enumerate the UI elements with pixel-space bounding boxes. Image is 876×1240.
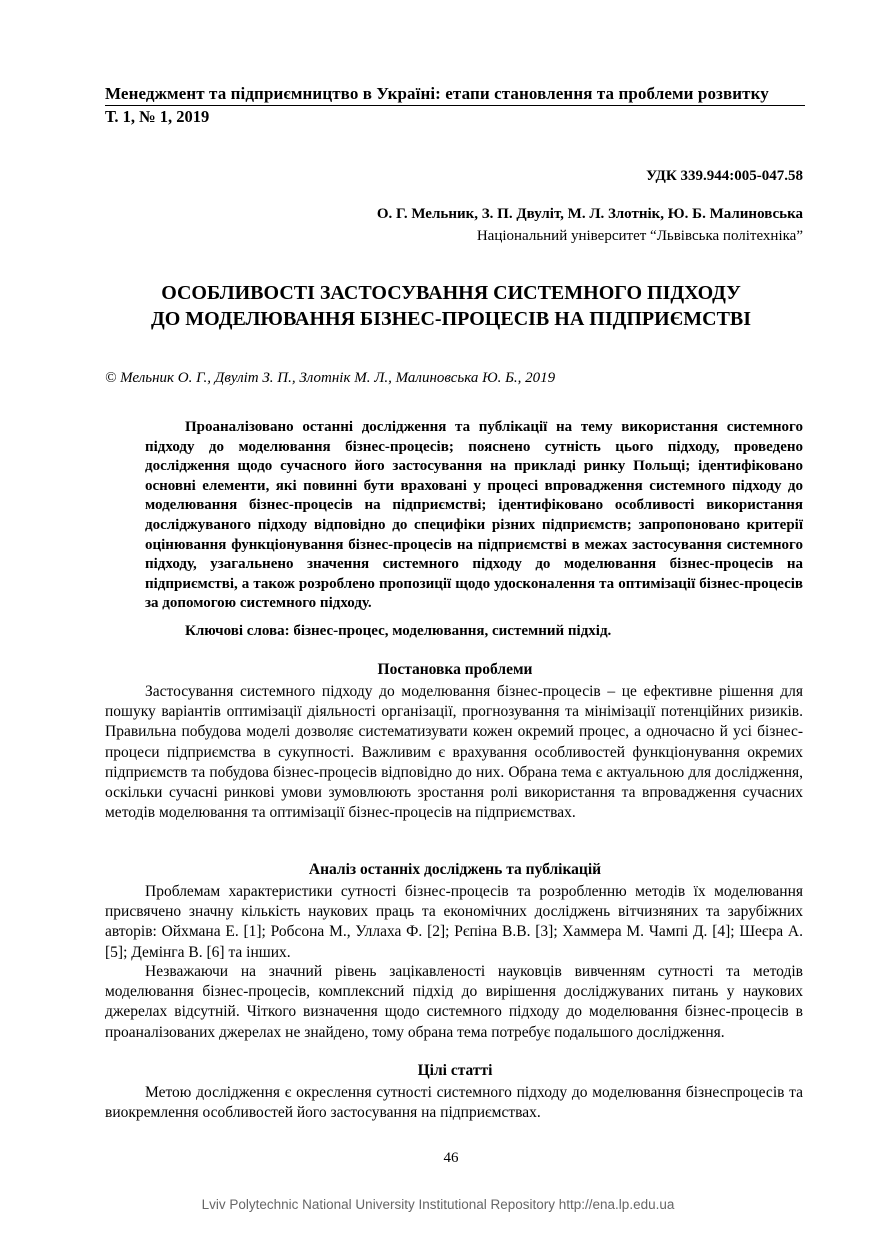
page-number: 46 <box>443 1150 459 1166</box>
repository-footer: Lviv Polytechnic National University Institutional Repository http://ena.lp.edu.ua <box>201 1197 675 1212</box>
copyright: © Мельник О. Г., Двуліт З. П., Злотнік М. Л., Малиновська Ю. Б., 2019 <box>105 370 556 386</box>
article-title-line-2: ДО МОДЕЛЮВАННЯ БІЗНЕС-ПРОЦЕСІВ НА ПІДПРИЄМСТВІ <box>150 308 752 330</box>
header-rule <box>105 105 805 106</box>
section-paragraph: Метою дослідження є окреслення сутності системного підходу до моделювання бізнеспроцесів та виокремлення особливостей його застосування на підприємствах. <box>105 1084 803 1122</box>
udc-code: УДК 339.944:005-047.58 <box>646 168 803 184</box>
affiliation: Національний університет “Львівська політехніка” <box>476 228 803 244</box>
section-heading-goals: Цілі статті <box>417 1062 493 1079</box>
authors: О. Г. Мельник, З. П. Двуліт, М. Л. Злотнік, Ю. Б. Малиновська <box>376 206 803 222</box>
keywords: Ключові слова: бізнес-процес, моделювання, системний підхід. <box>185 623 612 639</box>
journal-title: Менеджмент та підприємництво в Україні: етапи становлення та проблеми розвитку <box>105 84 769 103</box>
section-paragraph: Застосування системного підходу до моделювання бізнес-процесів – це ефективне рішення для пошуку варіантів оптимізації діяльності організації, прогнозування та мінімізації потенційних ризиків. Правильна побудова моделі дозволяє систематизувати кожен окремий процес, а одночасно й усі бізнес-процеси підприємства в сукупності. Важливим є врахування особливостей функціонування окремих підприємств та побудова бізнес-процесів відповідно до них. Обрана тема є актуальною для дослідження, оскільки сучасні ринкові умови зумовлюють зростання ролі використання та впровадження сучасних методів моделювання та оптимізації бізнес-процесів на підприємствах. <box>105 683 803 822</box>
article-title-line-1: ОСОБЛИВОСТІ ЗАСТОСУВАННЯ СИСТЕМНОГО ПІДХОДУ <box>161 282 741 304</box>
article-title <box>60 280 842 332</box>
journal-volume: Т. 1, № 1, 2019 <box>105 107 210 126</box>
section-heading-problem: Постановка проблеми <box>377 661 533 678</box>
abstract: Проаналізовано останні дослідження та публікації на тему використання системного підходу до моделювання бізнес-процесів; пояснено сутність цього підходу, проведено дослідження щодо сучасного його застосування на прикладі ринку Польщі; ідентифіковано основні елементи, які повинні бути враховані у процесі впровадження системного підходу до моделювання бізнес-процесів на підприємстві; ідентифіковано особливості використання досліджуваного підходу відповідно до специфіки різних підприємств; запропоновано критерії оцінювання функціонування бізнес-процесів на підприємстві в межах застосування системного підходу, узагальнено значення системного підходу до моделювання бізнес-процесів на підприємстві, а також розроблено пропозиції щодо удосконалення та оптимізації бізнес-процесів за допомогою системного підходу. <box>145 419 803 612</box>
section-paragraph: Незважаючи на значний рівень зацікавленості науковців вивченням сутності та методів моделювання бізнес-процесів, комплексний підхід до вирішення досліджуваних питань у наукових джерелах відсутній. Чіткого визначення щодо системного підходу до моделювання бізнес-процесів в проаналізованих джерелах не знайдено, тому обрана тема потребує подальшого дослідження. <box>105 963 803 1041</box>
section-heading-analysis: Аналіз останніх досліджень та публікацій <box>308 861 602 878</box>
section-paragraph: Проблемам характеристики сутності бізнес-процесів та розробленню методів їх моделювання присвячено значну кількість наукових праць та економічних досліджень вітчизняних та зарубіжних авторів: Ойхмана Е. [1]; Робсона М., Уллаха Ф. [2]; Рєпіна В.В. [3]; Хаммера М. Чампі Д. [4]; Шеєра А. [5]; Демінга В. [6] та інших. <box>105 883 803 961</box>
